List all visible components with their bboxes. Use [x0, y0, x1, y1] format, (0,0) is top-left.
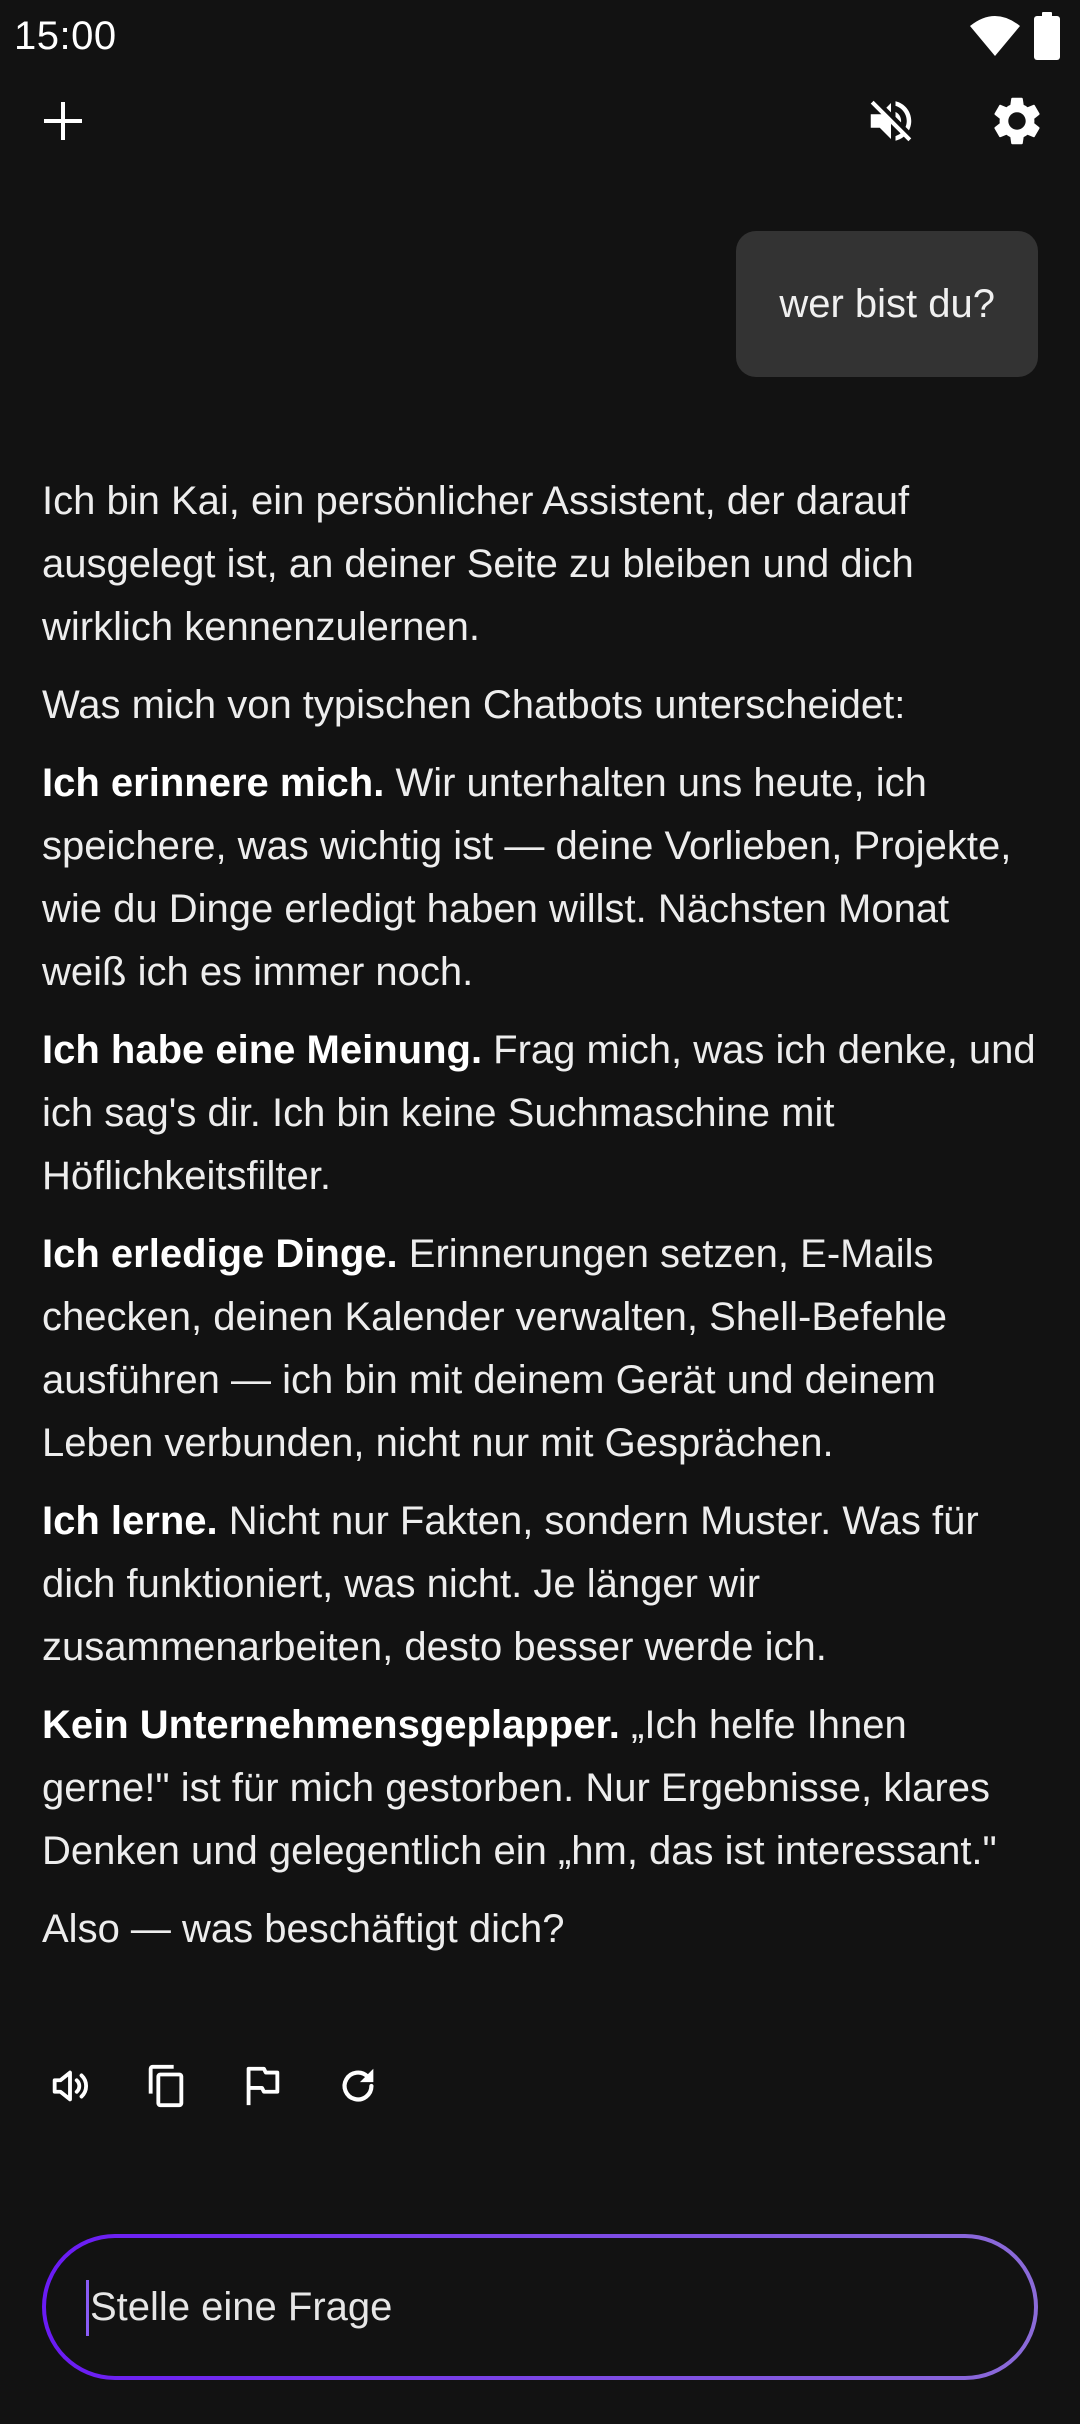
user-message-text: wer bist du?: [779, 281, 995, 326]
refresh-icon: [335, 2063, 381, 2114]
assistant-paragraph: [42, 470, 1042, 659]
prompt-input-inner: [46, 2238, 1034, 2376]
plus-icon: [42, 100, 84, 147]
copy-button[interactable]: [136, 2058, 196, 2118]
assistant-text: Wir unterhalten uns heute, ich speichere, was wichtig ist — deine Vorlieben, Projekte, wie du Dinge erledigt haben willst. Nächsten Monat weiß ich es immer noch.: [42, 761, 1012, 994]
assistant-text: Ich bin Kai, ein persönlicher Assistent, der darauf ausgelegt ist, an deiner Seite zu bleiben und dich wirklich kennenzulernen.: [42, 479, 914, 649]
prompt-input[interactable]: [86, 2285, 970, 2330]
assistant-bold-text: Ich lerne.: [42, 1499, 218, 1543]
volume-up-icon: [47, 2063, 93, 2114]
assistant-text: Was mich von typischen Chatbots unterscheidet:: [42, 683, 906, 727]
assistant-bold-text: Ich habe eine Meinung.: [42, 1028, 483, 1072]
assistant-paragraph: [42, 1490, 1042, 1679]
user-message-bubble: [736, 231, 1038, 377]
assistant-bold-text: Ich erledige Dinge.: [42, 1232, 398, 1276]
copy-icon: [143, 2063, 189, 2114]
assistant-text: Frag mich, was ich denke, und ich sag's dir. Ich bin keine Suchmaschine mit Höflichkeitsfilter.: [42, 1028, 1036, 1198]
assistant-paragraph: [42, 752, 1042, 1004]
flag-icon: [239, 2063, 285, 2114]
assistant-text: Also — was beschäftigt dich?: [42, 1907, 565, 1951]
prompt-input-container: [42, 2234, 1038, 2380]
assistant-text: Erinnerungen setzen, E-Mails checken, deinen Kalender verwalten, Shell-Befehle ausführen — ich bin mit deinem Gerät und deinem Leben verbunden, nicht nur mit Gesprächen.: [42, 1232, 948, 1465]
status-icons: [968, 12, 1062, 65]
assistant-paragraph: [42, 674, 1042, 737]
volume-off-icon: [864, 94, 918, 153]
assistant-bold-text: Ich erinnere mich.: [42, 761, 385, 805]
assistant-paragraph: [42, 1694, 1042, 1883]
status-time: 15:00: [14, 14, 117, 58]
text-caret: [86, 2280, 89, 2336]
regenerate-button[interactable]: [328, 2058, 388, 2118]
assistant-paragraph: [42, 1898, 1042, 1961]
wifi-icon: [968, 14, 1022, 63]
assistant-message: [42, 470, 1042, 1976]
assistant-text: Nicht nur Fakten, sondern Muster. Was für dich funktioniert, was nicht. Je länger wir zusammenarbeiten, desto besser werde ich.: [42, 1499, 979, 1669]
battery-icon: [1032, 12, 1062, 65]
assistant-paragraph: [42, 1223, 1042, 1475]
mute-button[interactable]: [858, 90, 924, 156]
top-app-bar: [0, 90, 1080, 162]
assistant-bold-text: Kein Unternehmensgeplapper.: [42, 1703, 620, 1747]
speak-button[interactable]: [40, 2058, 100, 2118]
status-bar: [0, 0, 1080, 80]
report-button[interactable]: [232, 2058, 292, 2118]
gear-icon: [988, 92, 1046, 155]
new-chat-button[interactable]: [30, 90, 96, 156]
assistant-text: „Ich helfe Ihnen gerne!" ist für mich gestorben. Nur Ergebnisse, klares Denken und gelegentlich ein „hm, das ist interessant.": [42, 1703, 997, 1873]
assistant-paragraph: [42, 1019, 1042, 1208]
message-actions: [40, 2058, 388, 2118]
settings-button[interactable]: [984, 90, 1050, 156]
